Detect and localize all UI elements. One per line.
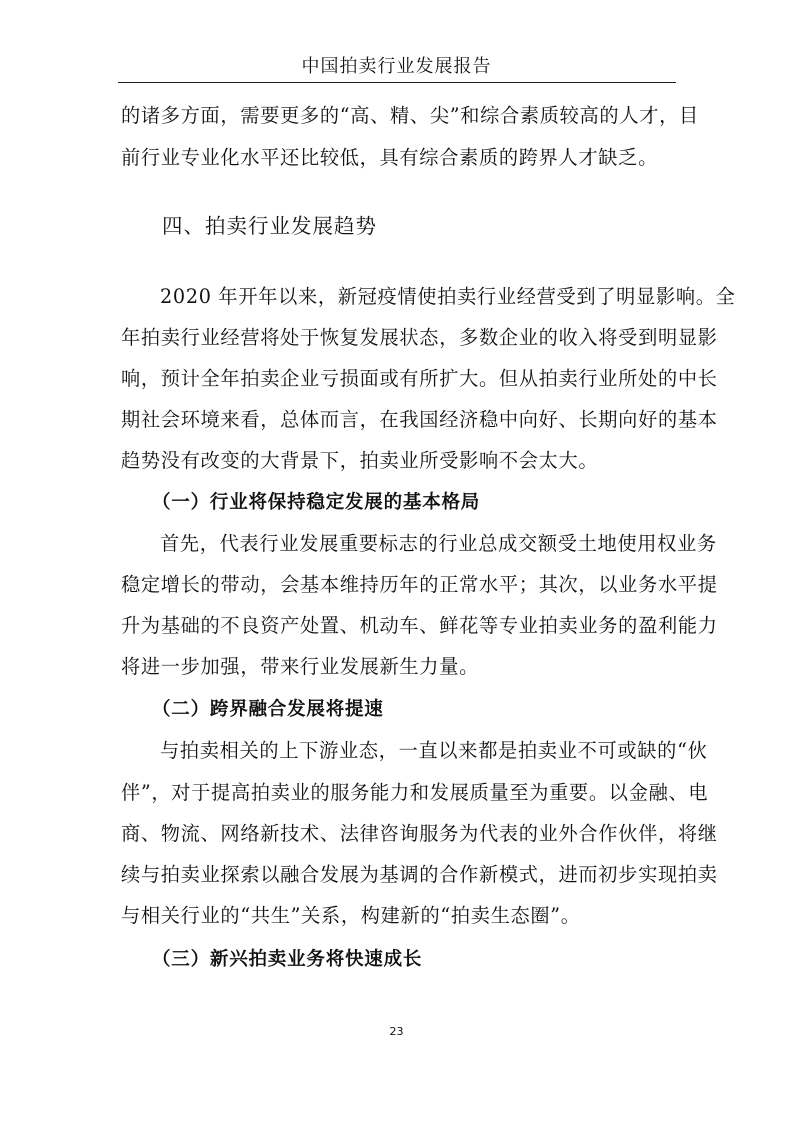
paragraph-line: 期社会环境来看，总体而言，在我国经济稳中向好、长期向好的基本: [121, 408, 718, 431]
paragraph-line: 将进一步加强，带来行业发展新生力量。: [121, 655, 479, 678]
running-header-title: 中国拍卖行业发展报告: [301, 56, 492, 77]
paragraph-line: 趋势没有改变的大背景下，拍卖业所受影响不会太大。: [121, 449, 599, 472]
subsection-heading: （一）行业将保持稳定发展的基本格局: [152, 492, 481, 513]
paragraph-line: 的诸多方面，需要更多的“高、精、尖”和综合素质较高的人才，目: [121, 104, 699, 127]
paragraph-line: 年拍卖行业经营将处于恢复发展状态，多数企业的收入将受到明显影: [121, 326, 718, 349]
paragraph-line: 升为基础的不良资产处置、机动车、鲜花等专业拍卖业务的盈利能力: [121, 614, 718, 637]
paragraph-line: 与相关行业的“共生”关系，构建新的“拍卖生态圈”。: [121, 904, 581, 927]
paragraph-line: 首先，代表行业发展重要标志的行业总成交额受土地使用权业务: [160, 532, 717, 555]
subsection-heading: （二）跨界融合发展将提速: [152, 699, 384, 720]
paragraph-line: 2020 年开年以来，新冠疫情使拍卖行业经营受到了明显影响。全: [160, 285, 736, 308]
section-heading: 四、拍卖行业发展趋势: [162, 214, 377, 238]
paragraph-line: 稳定增长的带动，会基本维持历年的正常水平；其次，以业务水平提: [121, 573, 718, 596]
paragraph-line: 响，预计全年拍卖企业亏损面或有所扩大。但从拍卖行业所处的中长: [121, 367, 718, 390]
paragraph-line: 续与拍卖业探索以融合发展为基调的合作新模式，进而初步实现拍卖: [121, 863, 718, 886]
paragraph-line: 前行业专业化水平还比较低，具有综合素质的跨界人才缺乏。: [121, 146, 658, 169]
subsection-heading: （三）新兴拍卖业务将快速成长: [152, 949, 423, 970]
paragraph-line: 伴”，对于提高拍卖业的服务能力和发展质量至为重要。以金融、电: [121, 781, 709, 804]
page-number: 23: [389, 1025, 404, 1038]
header-divider: [118, 82, 676, 83]
paragraph-line: 与拍卖相关的上下游业态，一直以来都是拍卖业不可或缺的“伙: [160, 739, 708, 762]
paragraph-line: 商、物流、网络新技术、法律咨询服务为代表的业外合作伙伴，将继: [121, 822, 718, 845]
